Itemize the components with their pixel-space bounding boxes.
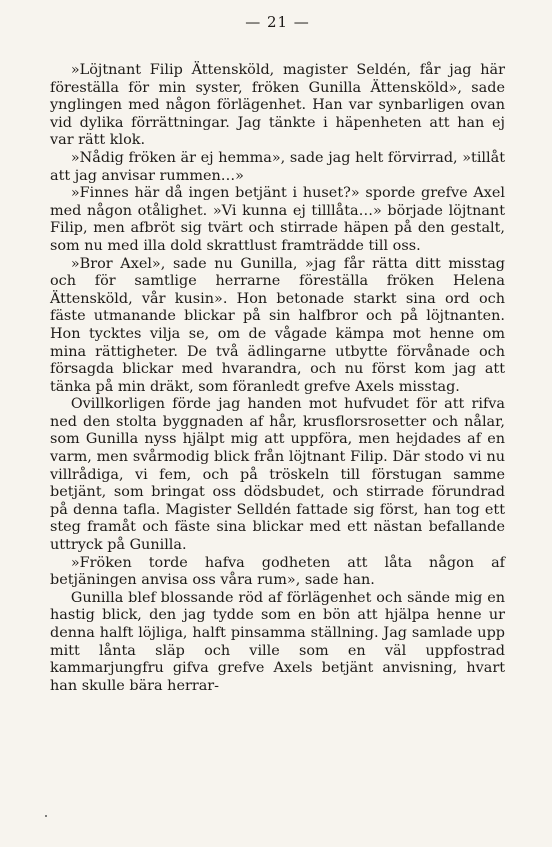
paragraph-6: »Fröken torde hafva godheten att låta någon af betjäningen anvisa oss våra rum», sade han. bbox=[50, 554, 505, 589]
book-page bbox=[50, 12, 505, 832]
paragraph-5: Ovillkorligen förde jag handen mot hufvudet för att rifva ned den stolta byggnaden af hår, krusflorsrosetter och nålar, som Gunilla nyss hjälpt mig att uppföra, men hejdades af en varm, men svårmodig blick från löjtnant Filip. Där stodo vi nu villrådiga, vi fem, och på tröskeln till förstugan samme betjänt, som bringat oss dödsbudet, och stirrade förundrad på denna tafla. Magister Selldén fattade sig först, han tog ett steg framåt och fäste sina blickar med ett nästan befallande uttryck på Gunilla. bbox=[50, 396, 505, 554]
paragraph-1: »Löjtnant Filip Ättensköld, magister Seldén, får jag här föreställa för min syster, fröken Gunilla Ättensköld», sade ynglingen med någon förlägenhet. Han var synbarligen ovan vid dylika förrättningar. Jag tänkte i häpenheten att han ej var rätt klok. bbox=[50, 62, 505, 149]
paragraph-2: »Nådig fröken är ej hemma», sade jag helt förvirrad, »tillåt att jag anvisar rummen…» bbox=[50, 149, 505, 184]
paragraph-7: Gunilla blef blossande röd af förlägenhet och sände mig en hastig blick, den jag tydde som en bön att hjälpa henne ur denna halft löjliga, halft pinsamma ställning. Jag samlade upp mitt lånta släp och ville som en väl uppfostrad kammarjungfru gifva grefve Axels betjänt anvisning, hvart han skulle bära herrar- bbox=[50, 589, 505, 694]
page-number: — 21 — bbox=[245, 13, 310, 31]
stray-ink-mark bbox=[45, 815, 47, 817]
paragraph-3: »Finnes här då ingen betjänt i huset?» sporde grefve Axel med någon otålighet. »Vi kunna ej tilllåta…» började löjtnant Filip, men afbröt sig tvärt och stirrade häpen på den gestalt, som nu med illa dold skrattlust framträdde till oss. bbox=[50, 185, 505, 254]
body-text bbox=[50, 62, 505, 695]
paragraph-4: »Bror Axel», sade nu Gunilla, »jag får rätta ditt misstag och för samtlige herrarne föreställa fröken Helena Ättensköld, vår kusin». Hon betonade starkt sina ord och fäste utmanande blickar på sin halfbror och på löjtnanten. Hon tycktes vilja se, om de vågade kämpa mot henne om mina rättigheter. De två ädlingarne utbytte förvånade och försagda blickar med hvarandra, och nu först kom jag att tänka på min dräkt, som föranledt grefve Axels misstag. bbox=[50, 255, 505, 395]
